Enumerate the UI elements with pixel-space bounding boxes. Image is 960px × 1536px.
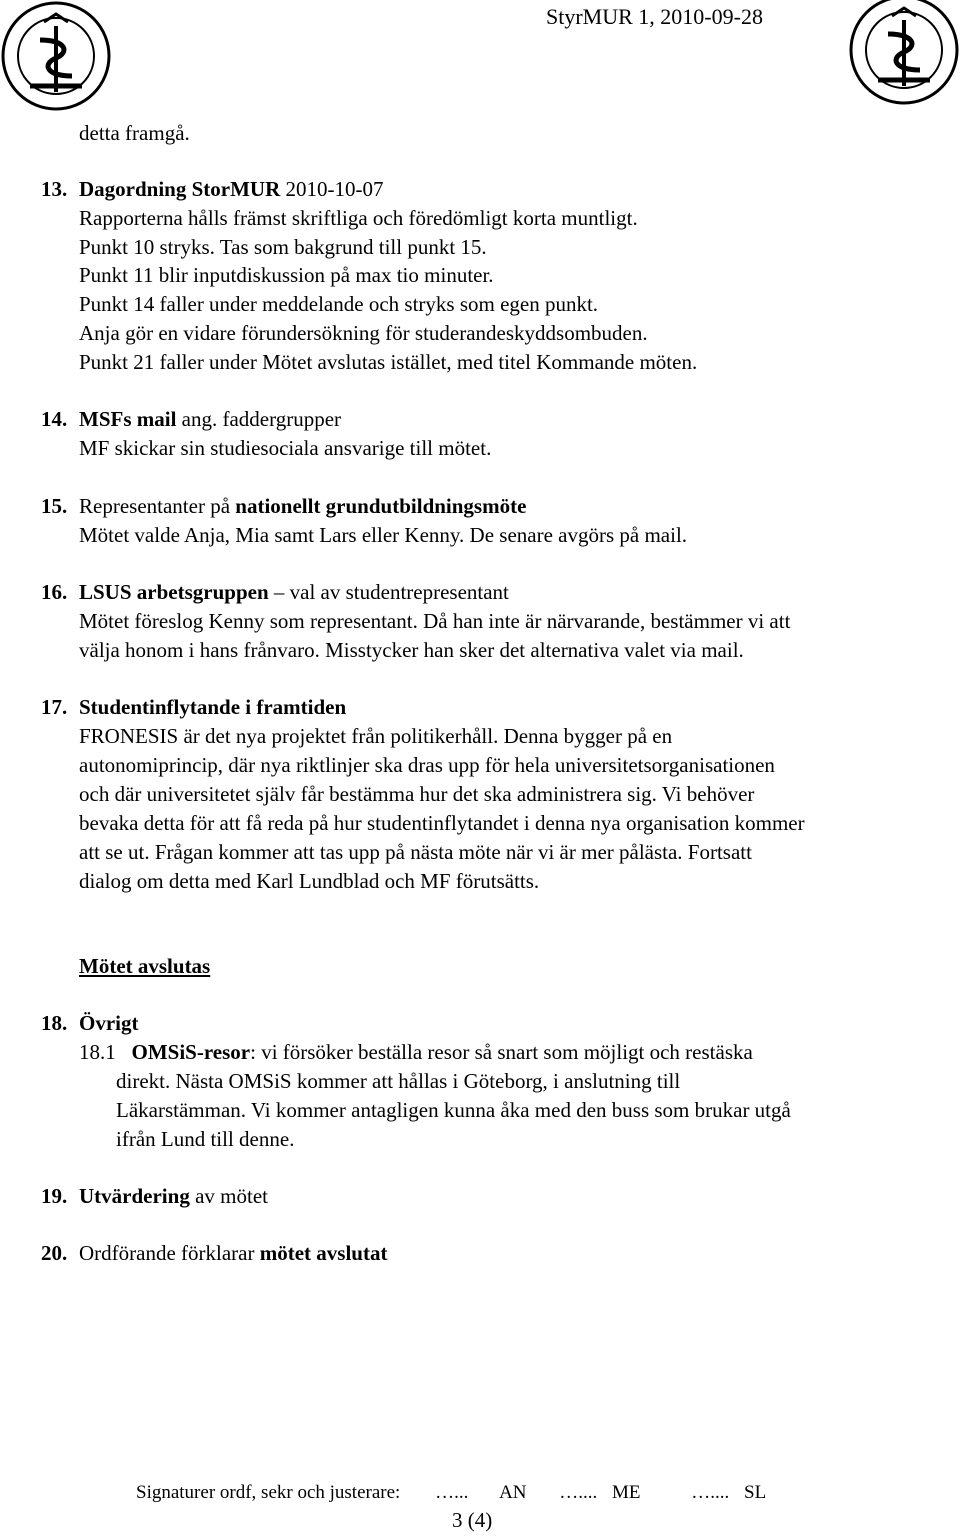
item-15-heading — [41, 493, 526, 519]
signature-label: Signaturer ordf, sekr och justerare: — [136, 1482, 401, 1503]
item-title: LSUS arbetsgruppen — [79, 580, 269, 604]
item-title: Utvärdering — [79, 1184, 190, 1208]
item-18-1-line: direkt. Nästa OMSiS kommer att hållas i Göteborg, i anslutning till — [116, 1069, 681, 1093]
item-17-line: dialog om detta med Karl Lundblad och MF förutsätts. — [79, 869, 540, 893]
signature-dots: ….... — [559, 1482, 598, 1503]
signature-initials: SL — [744, 1482, 767, 1503]
signature-footer — [136, 1482, 766, 1504]
item-title-pre: Representanter på — [79, 494, 236, 518]
item-18-1-line: ifrån Lund till denne. — [116, 1127, 295, 1151]
signature-dots: ….... — [691, 1482, 730, 1503]
item-18-1-line: Läkarstämman. Vi kommer antagligen kunna åka med den buss som brukar utgå — [116, 1098, 791, 1122]
signature-initials: ME — [612, 1482, 641, 1503]
item-title: Dagordning StorMUR — [79, 177, 281, 201]
item-13-line: Punkt 21 faller under Mötet avslutas istället, med titel Kommande möten. — [79, 350, 698, 374]
item-13-line: Punkt 14 faller under meddelande och stryks som egen punkt. — [79, 292, 599, 316]
item-title-rest: ang. faddergrupper — [176, 407, 342, 431]
item-16-heading — [41, 579, 509, 605]
item-16-line: Mötet föreslog Kenny som representant. Då han inte är närvarande, bestämmer vi att — [79, 609, 791, 633]
item-number: 18. — [41, 1011, 68, 1035]
sub-item-number: 18.1 — [79, 1040, 116, 1064]
intro-text: detta framgå. — [79, 121, 190, 145]
item-20-heading — [41, 1240, 387, 1266]
item-17-line: att se ut. Frågan kommer att tas upp på nästa möte när vi är mer pålästa. Fortsatt — [79, 840, 752, 864]
item-number: 13. — [41, 177, 68, 201]
item-19-heading — [41, 1183, 268, 1209]
item-title-pre: Ordförande förklarar — [79, 1241, 260, 1265]
item-title-rest: – val av studentrepresentant — [268, 580, 509, 604]
sub-item-title: OMSiS-resor — [131, 1040, 251, 1064]
item-16-line: välja honom i hans frånvaro. Misstycker han sker det alternativa valet via mail. — [79, 638, 744, 662]
sub-item-text: : vi försöker beställa resor så snart som möjligt och restäska — [250, 1040, 753, 1064]
item-15-line: Mötet valde Anja, Mia samt Lars eller Kenny. De senare avgörs på mail. — [79, 523, 688, 547]
item-13-line: Rapporterna hålls främst skriftliga och föredömligt korta muntligt. — [79, 206, 638, 230]
signature-initials: AN — [499, 1482, 527, 1503]
item-title: nationellt grundutbildningsmöte — [235, 494, 527, 518]
item-14-line: MF skickar sin studiesociala ansvarige till mötet. — [79, 436, 492, 460]
item-18-heading — [41, 1010, 138, 1036]
item-number: 15. — [41, 494, 68, 518]
item-number: 14. — [41, 407, 68, 431]
item-title: MSFs mail — [79, 407, 177, 431]
section-heading: Mötet avslutas — [79, 954, 211, 978]
page-number: 3 (4) — [452, 1508, 493, 1532]
society-seal-logo-left — [0, 0, 112, 112]
item-title: Övrigt — [79, 1011, 139, 1035]
item-17-line: bevaka detta för att få reda på hur studentinflytandet i denna nya organisation kommer — [79, 811, 805, 835]
item-17-line: och där universitetet själv får bestämma hur det ska administrera sig. Vi behöver — [79, 782, 755, 806]
header-title: StyrMUR 1, 2010-09-28 — [546, 4, 763, 29]
item-13-heading — [41, 176, 384, 202]
signature-dots: …... — [435, 1482, 469, 1503]
item-14-heading — [41, 406, 341, 432]
item-13-line: Anja gör en vidare förundersökning för studerandeskyddsombuden. — [79, 321, 648, 345]
item-17-heading — [41, 694, 346, 720]
item-13-line: Punkt 10 stryks. Tas som bakgrund till punkt 15. — [79, 235, 487, 259]
item-17-line: FRONESIS är det nya projektet från politikerhåll. Denna bygger på en — [79, 724, 673, 748]
item-18-1-first-line — [79, 1039, 753, 1065]
item-title: mötet avslutat — [259, 1241, 388, 1265]
item-number: 19. — [41, 1184, 68, 1208]
item-17-line: autonomiprincip, där nya riktlinjer ska dras upp för hela universitetsorganisationen — [79, 753, 775, 777]
item-13-line: Punkt 11 blir inputdiskussion på max tio minuter. — [79, 263, 494, 287]
society-seal-logo-right — [848, 0, 960, 106]
item-number: 16. — [41, 580, 68, 604]
item-number: 17. — [41, 695, 68, 719]
item-title-rest: 2010-10-07 — [280, 177, 384, 201]
item-number: 20. — [41, 1241, 68, 1265]
item-title-rest: av mötet — [189, 1184, 268, 1208]
item-title: Studentinflytande i framtiden — [79, 695, 347, 719]
